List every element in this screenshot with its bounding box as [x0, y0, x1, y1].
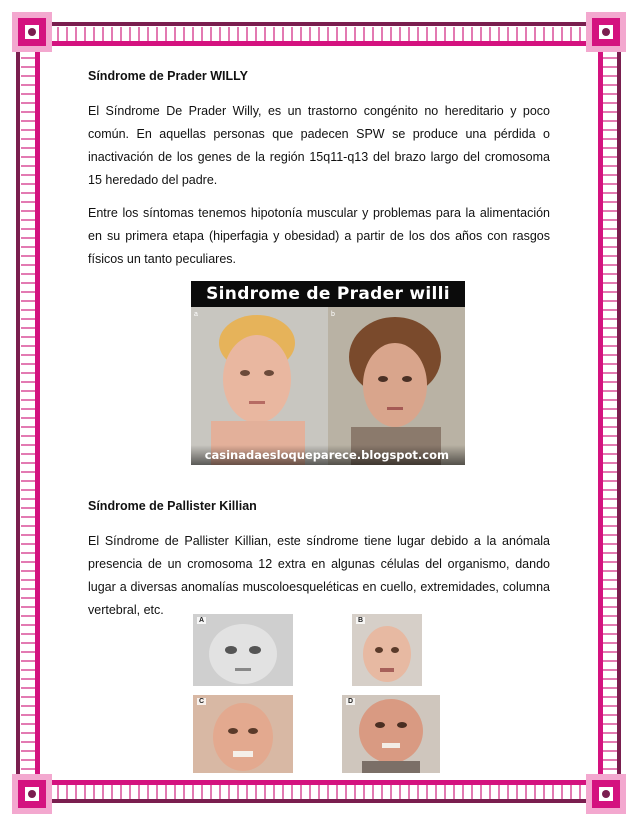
face-b-illustration	[352, 614, 422, 686]
face-a-illustration	[193, 614, 293, 686]
corner-ornament-bottom-left	[12, 774, 52, 814]
corner-ornament-top-right	[586, 12, 626, 52]
face-d-illustration	[342, 695, 440, 773]
photo-faces-illustration	[191, 281, 465, 465]
prader-willi-photo	[191, 281, 465, 465]
photo-label-B: B	[358, 617, 364, 624]
photo-label-a: a	[194, 311, 198, 318]
corner-ornament-top-left	[12, 12, 52, 52]
pallister-photo-d	[342, 695, 440, 773]
photo-label-A: A	[199, 617, 205, 624]
paragraph-prader-willi-description: El Síndrome De Prader Willy, es un trastorno congénito no hereditario y poco común. En aquellas personas que padecen SPW se produce una pérdida o inactivación de los genes de la región 15q11-q13 del brazo largo del cromosoma 15 heredado del padre.	[88, 104, 550, 187]
pallister-photo-b	[352, 614, 422, 686]
face-c-illustration	[193, 695, 293, 773]
heading-pallister-killian: Síndrome de Pallister Killian	[88, 499, 257, 513]
paragraph-pallister-killian-description: El Síndrome de Pallister Killian, este síndrome tiene lugar debido a la anómala presencia de un cromosoma 12 extra en algunas células del organismo, dando lugar a diversas anomalías muscoloesqueléticas en cuello, extremidades, columna vertebral, etc.	[88, 534, 550, 617]
heading-prader-willi: Síndrome de Prader WILLY	[88, 69, 248, 83]
photo-label-b: b	[331, 311, 335, 318]
photo-banner-title: Sindrome de Prader willi	[191, 281, 465, 307]
corner-ornament-bottom-right	[586, 774, 626, 814]
photo-label-D: D	[348, 698, 354, 705]
pallister-photo-a	[193, 614, 293, 686]
section-prader-willi	[88, 68, 550, 281]
section-pallister-killian	[88, 498, 550, 632]
photo-label-C: C	[199, 698, 205, 705]
photo-watermark: casinadaesloqueparece.blogspot.com	[191, 445, 465, 465]
pallister-photo-c	[193, 695, 293, 773]
paragraph-prader-willi-symptoms: Entre los síntomas tenemos hipotonía muscular y problemas para la alimentación en su primera etapa (hiperfagia y obesidad) a partir de los dos años con rasgos físicos un tanto peculiares.	[88, 206, 550, 266]
